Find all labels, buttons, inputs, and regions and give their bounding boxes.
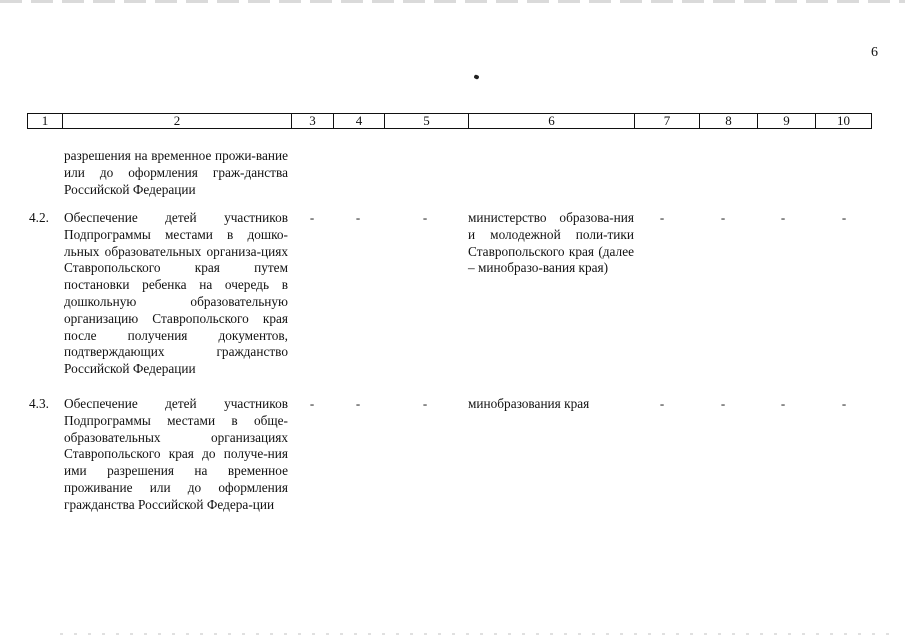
row-4-2-col-3: - bbox=[309, 210, 315, 225]
table-header-row bbox=[27, 113, 872, 129]
row-4-3-executor: минобразования края bbox=[468, 396, 590, 411]
row-4-3-col-8: - bbox=[720, 396, 726, 411]
row-4-2-col-9: - bbox=[780, 210, 786, 225]
row-4-2-number: 4.2. bbox=[29, 210, 49, 225]
row-4-3-col-5: - bbox=[422, 396, 428, 411]
header-col-2: 2 bbox=[63, 114, 292, 128]
row-4-3-col-10: - bbox=[841, 396, 847, 411]
scan-noise-bottom bbox=[60, 633, 900, 635]
row-4-2-description: Обеспечение детей участников Подпрограммы местами в дошко-льных образовательных организа-циях Ставропольского края путем постановки ребенка на очередь в дошкольную образовательную организацию Ставропольского края после получения документов, подтверждающих гражданство Российской Федерации bbox=[64, 210, 288, 377]
header-col-7: 7 bbox=[635, 114, 700, 128]
header-col-5: 5 bbox=[385, 114, 469, 128]
row-continuation-description: разрешения на временное прожи-вание или до оформления граж-данства Российской Федерации bbox=[64, 148, 288, 197]
row-4-2-col-4: - bbox=[355, 210, 361, 225]
row-4-2-col-5: - bbox=[422, 210, 428, 225]
row-4-3-number: 4.3. bbox=[29, 396, 49, 411]
header-col-8: 8 bbox=[700, 114, 758, 128]
page-number: 6 bbox=[871, 45, 878, 60]
header-col-9: 9 bbox=[758, 114, 816, 128]
scan-noise-top bbox=[0, 0, 905, 3]
row-4-2-executor: министерство образова-ния и молодежной поли-тики Ставропольского края (далее – минобразо-вания края) bbox=[468, 210, 634, 276]
header-col-1: 1 bbox=[28, 114, 63, 128]
header-col-10: 10 bbox=[837, 113, 850, 128]
row-4-2-col-7: - bbox=[659, 210, 665, 225]
row-4-2-col-8: - bbox=[720, 210, 726, 225]
row-4-2-col-10: - bbox=[841, 210, 847, 225]
scan-speck bbox=[473, 74, 479, 80]
row-4-3-col-7: - bbox=[659, 396, 665, 411]
header-col-6: 6 bbox=[469, 114, 635, 128]
row-4-3-col-3: - bbox=[309, 396, 315, 411]
row-4-3-col-9: - bbox=[780, 396, 786, 411]
header-col-3: 3 bbox=[292, 114, 334, 128]
row-4-3-col-4: - bbox=[355, 396, 361, 411]
row-4-3-description: Обеспечение детей участников Подпрограммы местами в обще-образовательных организациях Ставропольского края до получе-ния ими разрешения на временное проживание или до оформления гражданства Российской Федера-ции bbox=[64, 396, 288, 512]
header-col-4: 4 bbox=[334, 114, 385, 128]
